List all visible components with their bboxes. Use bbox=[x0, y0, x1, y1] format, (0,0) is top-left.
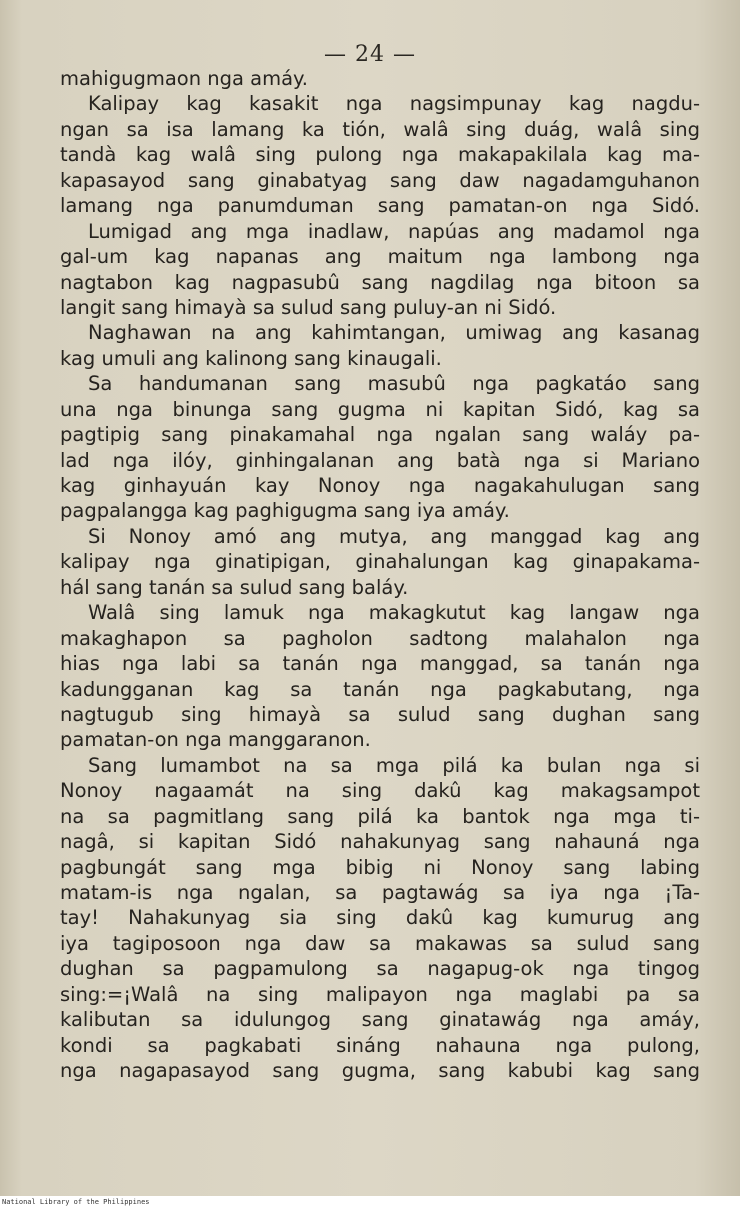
text-line: sing:=¡Walâ na sing malipayon nga maglabi pa sa bbox=[60, 982, 700, 1006]
text-line: nagâ, si kapitan Sidó nahakunyag sang nahauná nga bbox=[60, 830, 700, 854]
text-line: gal-um kag napanas ang maitum nga lambong nga bbox=[60, 245, 700, 269]
text-line: pamatan-on nga manggaranon. bbox=[60, 728, 371, 752]
text-line: Sang lumambot na sa mga pilá ka bulan nga si bbox=[88, 753, 700, 777]
text-line: kalipay nga ginatipigan, ginahalungan kag ginapakama- bbox=[60, 550, 700, 574]
text-line: kag umuli ang kalinong sang kinaugali. bbox=[60, 346, 442, 370]
text-line: nagtugub sing himayà sa sulud sang dughan sang bbox=[60, 702, 700, 726]
text-line: hias nga labi sa tanán nga manggad, sa tanán nga bbox=[60, 652, 700, 676]
text-line: na sa pagmitlang sang pilá ka bantok nga mga ti- bbox=[60, 804, 700, 828]
text-line: mahigugmaon nga amáy. bbox=[60, 67, 309, 90]
text-line: iya tagiposoon nga daw sa makawas sa sulud sang bbox=[60, 931, 700, 955]
text-line: pagpalangga kag paghigugma sang iya amáy. bbox=[60, 499, 510, 523]
text-line: kondi sa pagkabati sináng nahauna nga pulong, bbox=[60, 1033, 700, 1057]
text-line: Lumigad ang mga inadlaw, napúas ang madamol nga bbox=[88, 219, 700, 243]
text-line: nagtabon kag nagpasubû sang nagdilag nga bitoon sa bbox=[60, 270, 700, 294]
text-line: lamang nga panumduman sang pamatan-on nga Sidó. bbox=[60, 194, 700, 218]
text-line: Naghawan na ang kahimtangan, umiwag ang kasanag bbox=[88, 321, 700, 345]
text-line: kalibutan sa idulungog sang ginatawág nga amáy, bbox=[60, 1008, 700, 1032]
text-line: langit sang himayà sa sulud sang puluy-an ni Sidó. bbox=[60, 295, 557, 319]
text-line: Si Nonoy amó ang mutya, ang manggad kag ang bbox=[88, 524, 700, 548]
text-line: kadungganan kag sa tanán nga pagkabutang, nga bbox=[60, 677, 700, 701]
text-line: una nga binunga sang gugma ni kapitan Sidó, kag sa bbox=[60, 397, 700, 421]
text-line: tandà kag walâ sing pulong nga makapakilala kag ma- bbox=[60, 143, 700, 167]
body-text bbox=[60, 66, 700, 1084]
text-line: kapasayod sang ginabatyag sang daw nagadamguhanon bbox=[60, 168, 700, 192]
text-line: lad nga ilóy, ginhingalanan ang batà nga si Mariano bbox=[60, 448, 700, 472]
text-line: nga nagapasayod sang gugma, sang kabubi kag sang bbox=[60, 1059, 700, 1083]
page-number: — 24 — bbox=[324, 42, 416, 67]
library-credit: National Library of the Philippines bbox=[2, 1198, 150, 1206]
text-line: pagtipig sang pinakamahal nga ngalan sang waláy pa- bbox=[60, 423, 700, 447]
text-line: matam-is nga ngalan, sa pagtawág sa iya nga ¡Ta- bbox=[60, 881, 700, 904]
text-line: Sa handumanan sang masubû nga pagkatáo sang bbox=[88, 372, 700, 396]
text-line: tay! Nahakunyag sia sing dakû kag kumurug ang bbox=[60, 906, 700, 930]
text-line: makaghapon sa pagholon sadtong malahalon nga bbox=[60, 626, 700, 650]
text-line: Nonoy nagaamát na sing dakû kag makagsampot bbox=[60, 779, 700, 803]
text-line: kag ginhayuán kay Nonoy nga nagakahulugan sang bbox=[60, 474, 700, 497]
text-line: Kalipay kag kasakit nga nagsimpunay kag nagdu- bbox=[88, 92, 700, 116]
text-line: dughan sa pagpamulong sa nagapug-ok nga tingog bbox=[60, 957, 700, 981]
text-line: pagbungát sang mga bibig ni Nonoy sang labing bbox=[60, 855, 700, 879]
text-line: Walâ sing lamuk nga makagkutut kag langaw nga bbox=[88, 601, 700, 625]
text-line: hál sang tanán sa sulud sang baláy. bbox=[60, 575, 409, 599]
text-line: ngan sa isa lamang ka tión, walâ sing duág, walâ sing bbox=[60, 117, 700, 141]
